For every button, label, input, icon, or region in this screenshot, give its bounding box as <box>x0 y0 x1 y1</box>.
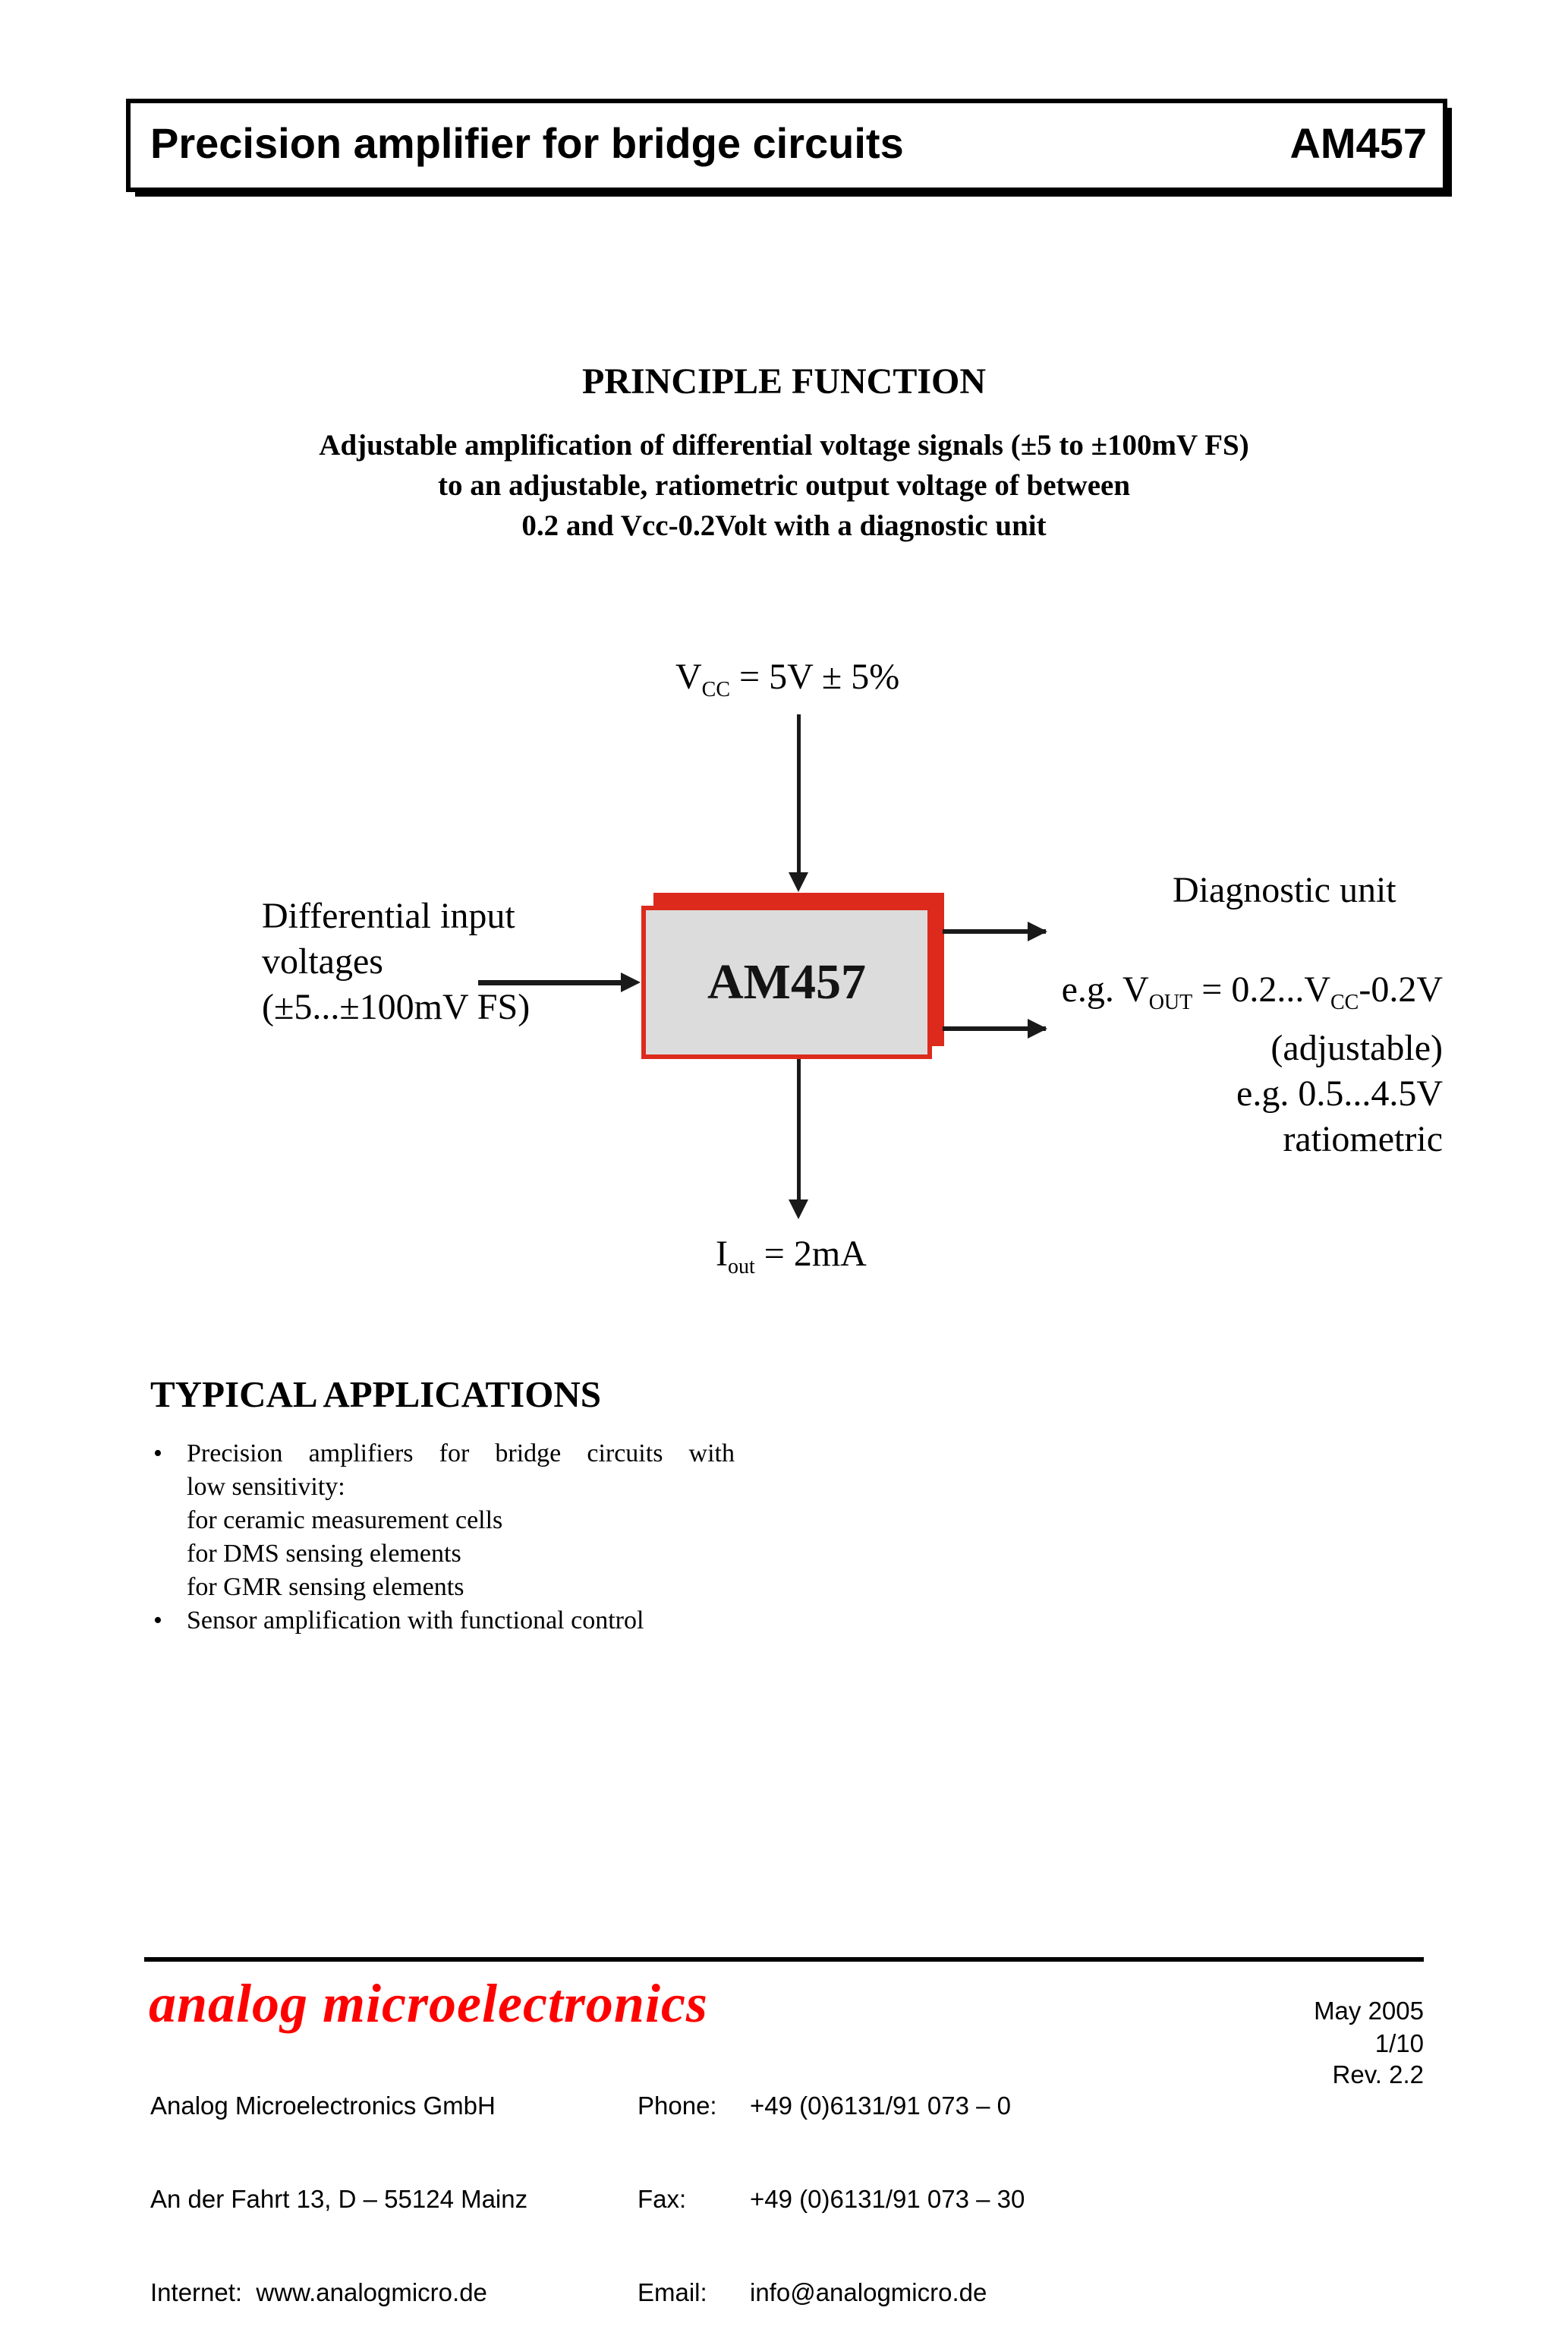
output-current-label: $I_{out} = 2mA$ <box>716 1234 867 1278</box>
input-voltage-label: Differential input voltages (±5...±100mV FS) <box>262 896 531 1027</box>
contact-values <box>750 2028 1025 2339</box>
current-arrow-line <box>797 1059 801 1202</box>
part-number: AM457 <box>1289 119 1427 167</box>
arrow-right-icon <box>1028 922 1047 941</box>
arrow-right-icon <box>621 972 641 992</box>
internet-label: Internet: <box>150 2278 243 2306</box>
chip-label: AM457 <box>707 954 866 1010</box>
document-title: Precision amplifier for bridge circuits <box>150 119 904 167</box>
principle-function-heading: PRINCIPLE FUNCTION <box>581 361 987 402</box>
arrow-down-icon <box>789 872 808 892</box>
phone-number: +49 (0)6131/91 073 – 0 <box>750 2092 1012 2120</box>
address: An der Fahrt 13, D – 55124 Mainz <box>150 2185 528 2213</box>
list-item: • Sensor amplification with functional control <box>150 1604 735 1638</box>
description-line: 0.2 and Vcc-0.2Volt with a diagnostic unit <box>521 509 1047 542</box>
website-link[interactable]: www.analogmicro.de <box>256 2278 487 2306</box>
company-name: Analog Microelectronics GmbH <box>150 2092 496 2120</box>
typical-applications-heading: TYPICAL APPLICATIONS <box>150 1373 602 1415</box>
fax-number: +49 (0)6131/91 073 – 30 <box>750 2185 1025 2213</box>
output-voltage-label: e.g. $V_{OUT} = 0.2...V_{CC}-0.2V$ (adjustable) e.g. 0.5...4.5V ratiometric <box>1061 969 1443 1159</box>
revision: Rev. 2.2 <box>1332 2060 1424 2088</box>
input-arrow-line <box>478 980 624 985</box>
arrow-down-icon <box>789 1199 808 1219</box>
description-line: to an adjustable, ratiometric output voltage of between <box>437 469 1131 502</box>
document-meta <box>1333 2028 1424 2090</box>
phone-label: Phone: <box>638 2092 717 2120</box>
footer-divider <box>144 1957 1424 1962</box>
document-date: May 2005 <box>1314 1997 1424 2025</box>
bullet-icon: • <box>153 1439 162 1467</box>
bullet-icon: • <box>153 1606 162 1634</box>
arrow-right-icon <box>1028 1019 1047 1039</box>
diagnostic-unit-label: Diagnostic unit <box>1173 870 1396 910</box>
supply-voltage-label: $V_{CC} = 5V \pm 5\%$ <box>675 657 900 701</box>
supply-arrow-line <box>797 714 801 872</box>
description-line: Adjustable amplification of differential voltage signals (±5 to ±100mV FS) <box>319 429 1249 462</box>
email-link[interactable]: info@analogmicro.de <box>750 2278 987 2306</box>
brand-logo-text: analog microelectronics <box>149 1973 708 2034</box>
contact-labels <box>638 2028 717 2339</box>
page-number: 1/10 <box>1374 2029 1424 2057</box>
list-item: • Precision amplifiers for bridge circuits with low sensitivity: for ceramic measurement cells for DMS sensing elements for GMR sensing elements <box>150 1437 735 1604</box>
email-label: Email: <box>638 2278 707 2306</box>
principle-function-description <box>0 425 1568 546</box>
applications-list <box>150 1437 735 1638</box>
fax-label: Fax: <box>638 2185 687 2213</box>
company-address <box>150 2028 527 2339</box>
